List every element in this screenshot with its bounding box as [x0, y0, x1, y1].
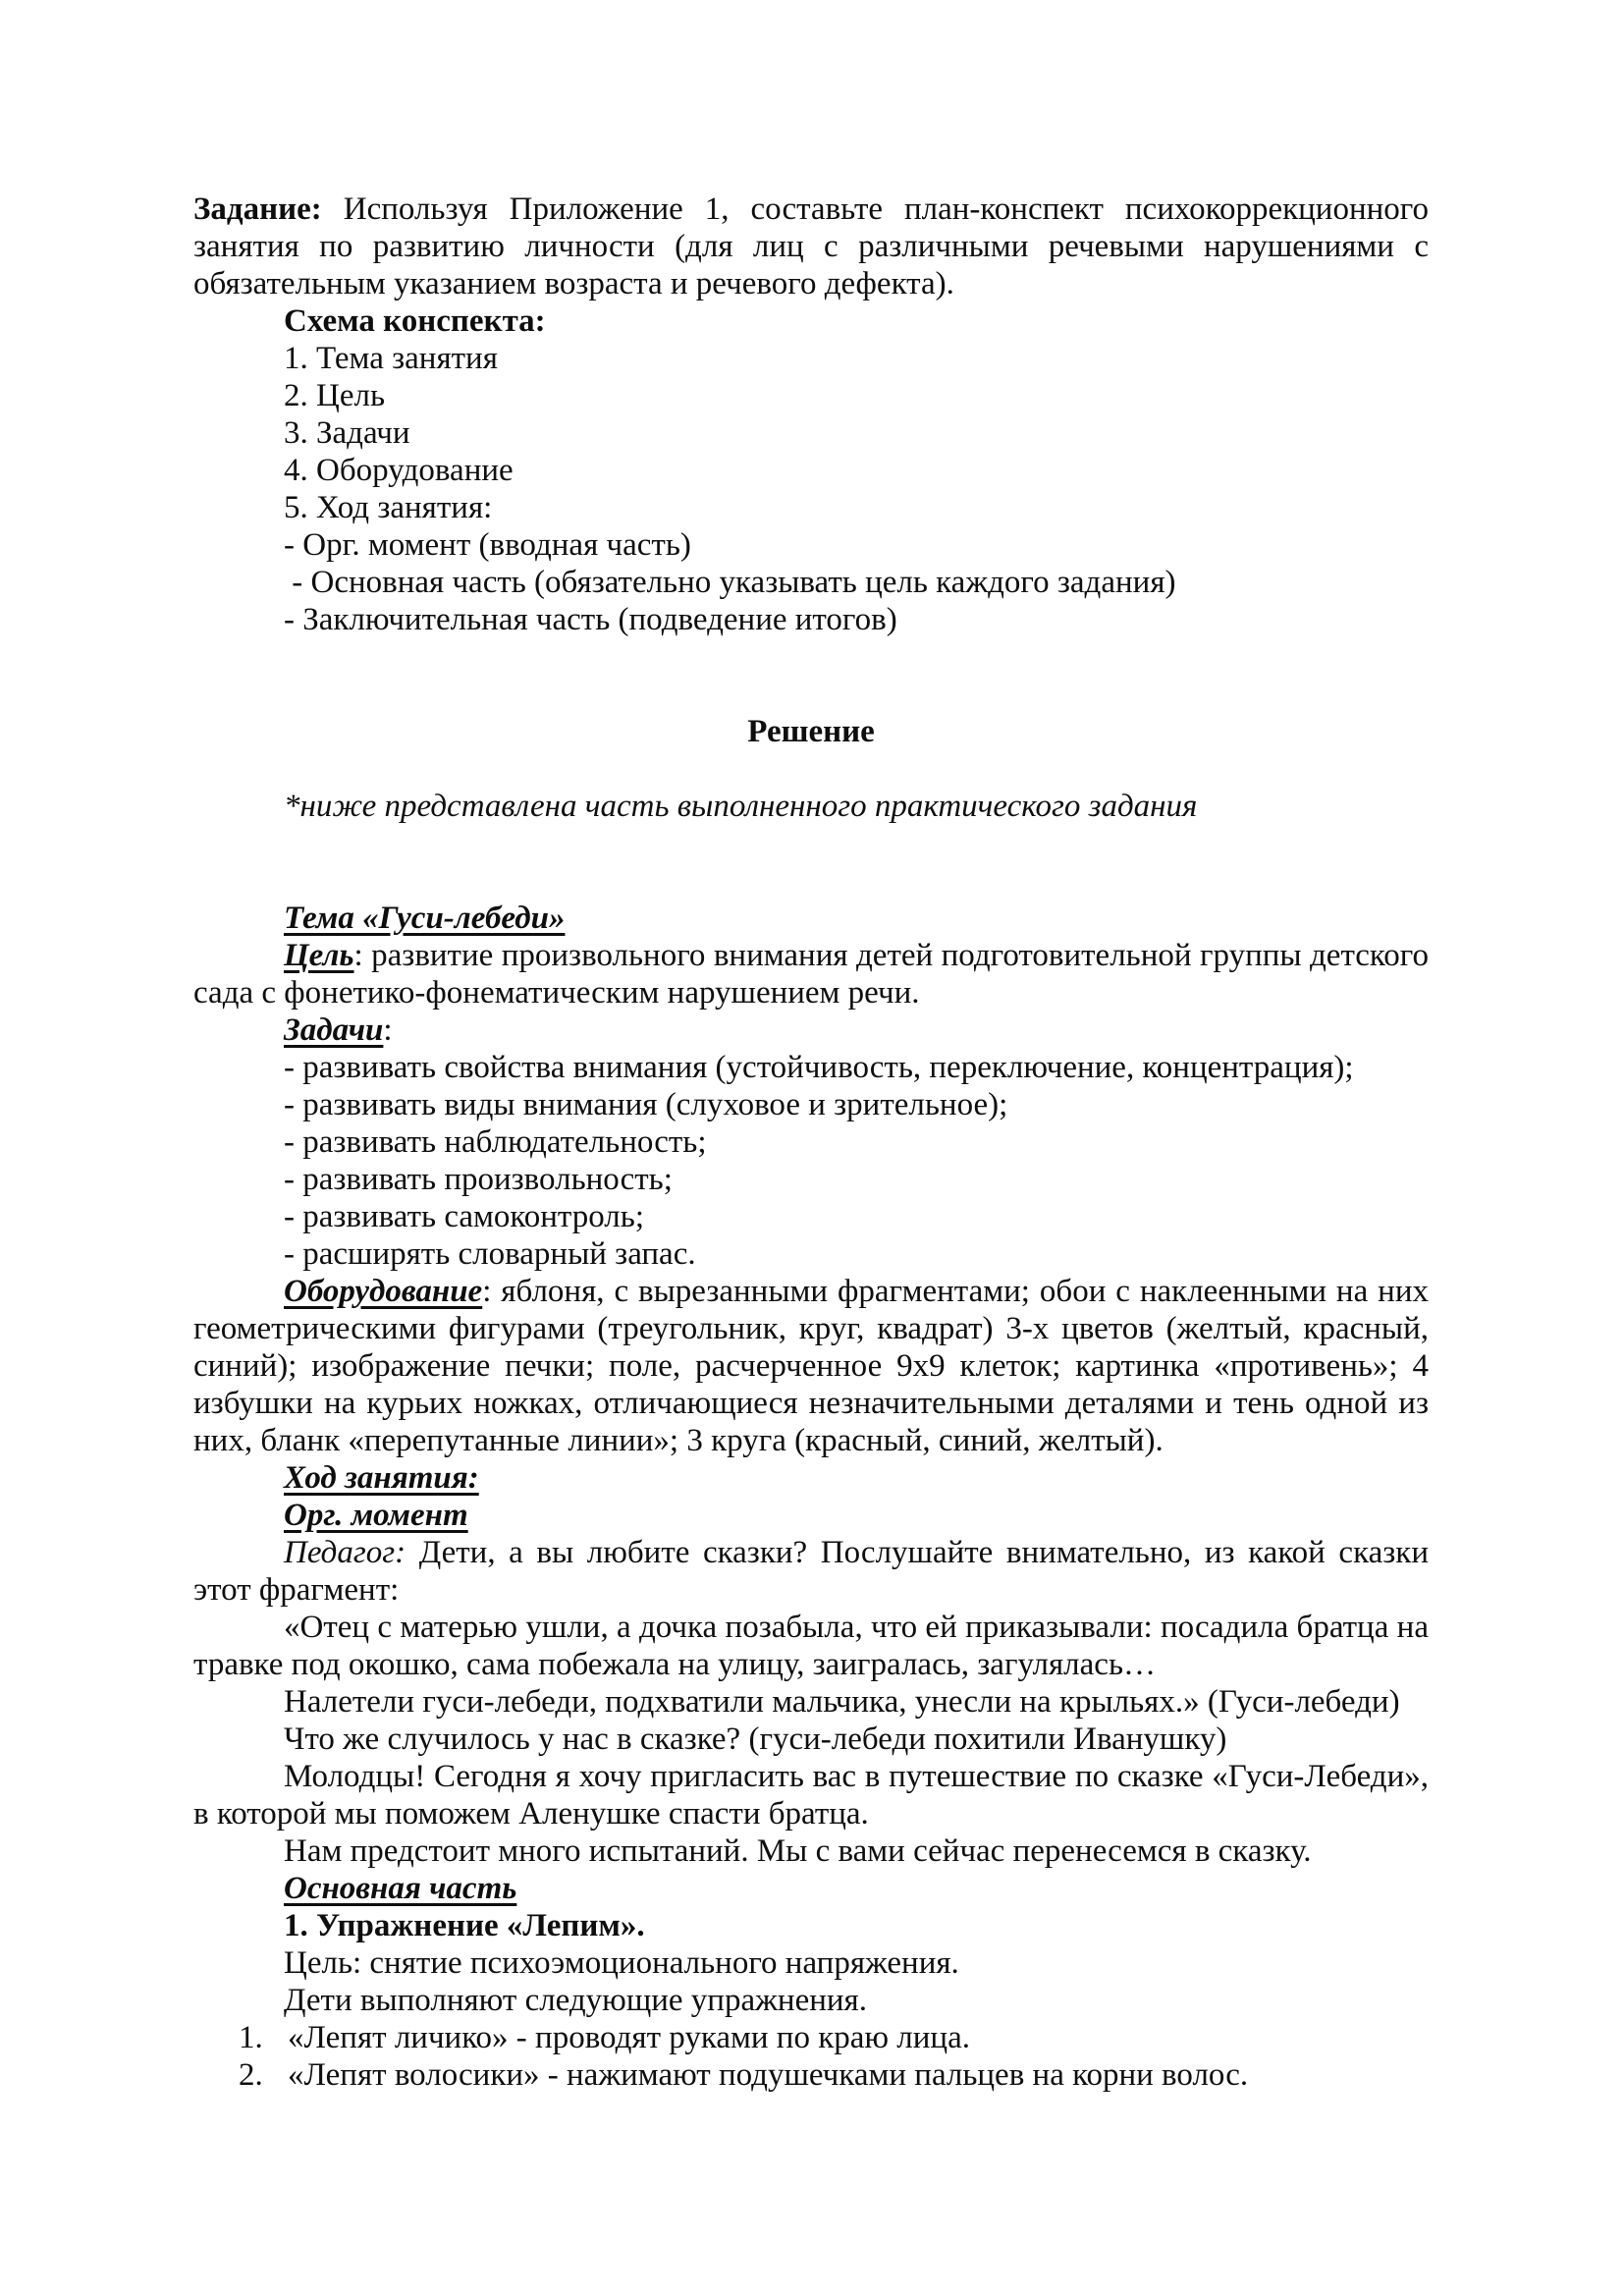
task-label: Задание: — [193, 191, 322, 227]
dialog-text: Дети, а вы любите сказки? Послушайте внимательно, из какой сказки этот фрагмент: — [193, 1535, 1429, 1608]
schema-item-5: 5. Ход занятия: — [284, 490, 493, 525]
tasks-heading — [193, 1011, 1429, 1049]
goal-paragraph — [193, 937, 1429, 1011]
story-paragraph-5: Нам предстоит много испытаний. Мы с вами сейчас перенесемся в сказку. — [284, 1833, 1312, 1869]
org-moment-heading — [193, 1497, 1429, 1534]
spacer — [193, 862, 1429, 900]
tasks-item-3: - развивать наблюдательность; — [284, 1124, 707, 1160]
spacer — [193, 825, 1429, 862]
story-paragraph-3: Что же случилось у нас в сказке? (гуси-лебеди похитили Иванушку) — [284, 1722, 1227, 1757]
solution-heading: Решение — [747, 714, 875, 749]
theme-heading — [193, 900, 1429, 937]
theme-heading-text: Тема «Гуси-лебеди» — [284, 901, 566, 936]
main-part-heading — [193, 1870, 1429, 1907]
story-paragraph-2: Налетели гуси-лебеди, подхватили мальчика, унесли на крыльях.» (Гуси-лебеди) — [284, 1684, 1400, 1720]
exercise1-step-2 — [193, 2056, 1429, 2094]
step-number: 2. — [239, 2057, 263, 2093]
tasks-item-2: - развивать виды внимания (слуховое и зрительное); — [284, 1087, 1008, 1122]
equipment-label: Оборудование — [284, 1274, 483, 1309]
tasks-label: Задачи — [284, 1012, 384, 1048]
exercise1-title: 1. Упражнение «Лепим». — [284, 1908, 645, 1943]
exercise1-step-1 — [193, 2019, 1429, 2056]
exercise1-goal: Цель: снятие психоэмоционального напряжения. — [284, 1945, 959, 1981]
solution-note: *ниже представлена часть выполненного практического задания — [284, 789, 1198, 824]
task-text: Используя Приложение 1, составьте план-конспект психокоррекционного занятия по развитию личности (для лиц с различными речевыми нарушениями с обязательным указанием возраста и речевого дефекта). — [193, 191, 1429, 301]
story-paragraph-1: «Отец с матерью ушли, а дочка позабыла, что ей приказывали: посадила братца на травке под окошко, сама побежала на улицу, заигралась, загулялась… — [193, 1610, 1429, 1682]
equipment-text: : яблоня, с вырезанными фрагментами; обои с наклеенными на них геометрическими фигурами (треугольник, круг, квадрат) 3-х цветов (желтый, красный, синий); изображение печки; поле, расчерченное 9х9 клеток; картинка «противень»; 4 избушки на курьих ножках, отличающиеся незначительными деталями и тень одной из них, бланк «перепутанные линии»; 3 круга (красный, синий, желтый). — [193, 1274, 1429, 1458]
dialog-speaker: Педагог: — [284, 1535, 406, 1570]
tasks-colon: : — [383, 1012, 393, 1048]
main-part-heading-text: Основная часть — [284, 1871, 517, 1906]
schema-item-main-part: - Основная часть (обязательно указывать цель каждого задания) — [284, 565, 1176, 600]
task-paragraph — [193, 191, 1429, 302]
document-page — [193, 191, 1429, 2094]
schema-item-1: 1. Тема занятия — [284, 341, 498, 376]
schema-title: Схема конспекта: — [284, 303, 546, 339]
spacer — [193, 638, 1429, 676]
step-text: «Лепят личико» - проводят руками по краю лица. — [288, 2020, 970, 2055]
equipment-paragraph — [193, 1273, 1429, 1459]
goal-label: Цель — [284, 938, 354, 973]
tasks-item-1: - развивать свойства внимания (устойчивость, переключение, концентрация); — [284, 1050, 1354, 1085]
goal-text: : развитие произвольного внимания детей подготовительной группы детского сада с фонетико-фонематическим нарушением речи. — [193, 938, 1429, 1011]
tasks-item-6: - расширять словарный запас. — [284, 1236, 696, 1272]
tasks-item-4: - развивать произвольность; — [284, 1162, 673, 1197]
org-moment-heading-text: Орг. момент — [284, 1498, 468, 1533]
story-paragraph-4: Молодцы! Сегодня я хочу пригласить вас в путешествие по сказке «Гуси-Лебеди», в которой мы поможем Аленушке спасти братца. — [193, 1759, 1429, 1831]
exercise1-intro: Дети выполняют следующие упражнения. — [284, 1983, 867, 2018]
schema-item-3: 3. Задачи — [284, 415, 410, 451]
step-text: «Лепят волосики» - нажимают подушечками пальцев на корни волос. — [288, 2057, 1249, 2093]
schema-item-final-part: - Заключительная часть (подведение итогов) — [284, 602, 897, 637]
spacer — [193, 750, 1429, 788]
spacer — [193, 676, 1429, 713]
course-heading-text: Ход занятия: — [284, 1460, 479, 1496]
schema-item-2: 2. Цель — [284, 378, 385, 413]
step-number: 1. — [239, 2020, 263, 2055]
course-heading — [193, 1459, 1429, 1497]
schema-item-4: 4. Оборудование — [284, 453, 514, 488]
tasks-item-5: - развивать самоконтроль; — [284, 1199, 644, 1234]
schema-item-org-moment: - Орг. момент (вводная часть) — [284, 527, 691, 563]
dialog-paragraph — [193, 1534, 1429, 1609]
